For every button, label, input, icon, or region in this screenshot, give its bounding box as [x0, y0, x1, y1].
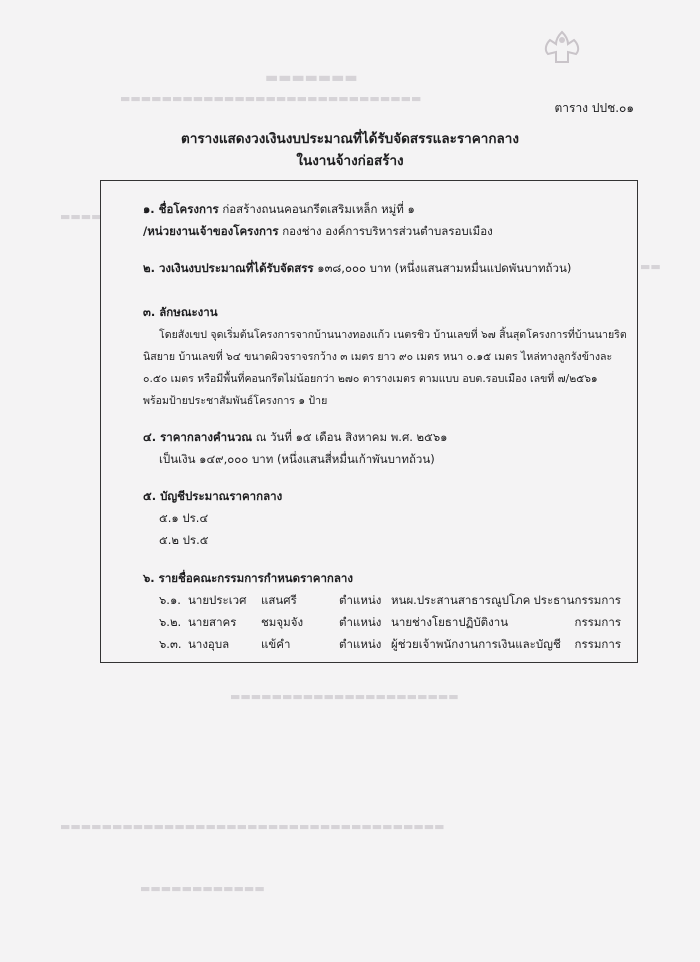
- member-role: ประธานกรรมการ: [533, 593, 621, 607]
- budget-row: [143, 260, 571, 278]
- member-role: กรรมการ: [574, 637, 621, 651]
- median-price-label: ๔. ราคากลางคำนวณ: [143, 430, 253, 444]
- member-name: นายสาคร: [188, 615, 237, 629]
- member-number: ๖.๒.: [159, 615, 182, 629]
- project-name-value: ก่อสร้างถนนคอนกรีตเสริมเหล็ก หมู่ที่ ๑: [222, 202, 415, 216]
- project-name-row: [143, 201, 415, 219]
- work-description-line: พร้อมป้ายประชาสัมพันธ์โครงการ ๑ ป้าย: [143, 395, 328, 407]
- content-box: [100, 180, 638, 663]
- estimate-list-item: ๕.๒ ปร.๕: [159, 533, 209, 547]
- work-description-line: นิสยาย บ้านเลขที่ ๖๔ ขนาดผิวจราจรกว้าง ๓ เมตร ยาว ๙๐ เมตร หนา ๐.๑๕ เมตร ไหล่ทางลูกรังข้างละ: [143, 351, 613, 363]
- member-name: นายประเวศ: [188, 593, 247, 607]
- garuda-emblem-icon: [538, 28, 586, 70]
- median-price-value: เป็นเงิน ๑๔๙,๐๐๐ บาท (หนึ่งแสนสี่หมื่นเก้าพันบาทถ้วน): [159, 452, 435, 466]
- project-name-label: ๑. ชื่อโครงการ: [143, 202, 219, 216]
- bleed-through: ▬▬▬▬▬▬▬▬▬▬▬▬▬▬▬▬▬▬▬▬▬▬: [230, 690, 459, 703]
- estimate-list-item: ๕.๑ ปร.๔: [159, 511, 209, 525]
- median-price-date: ณ วันที่ ๑๕ เดือน สิงหาคม พ.ศ. ๒๕๖๑: [255, 430, 448, 444]
- agency-row: [143, 223, 493, 241]
- bleed-through: ▬▬▬▬▬▬▬▬▬▬▬▬▬▬▬▬▬▬▬▬▬▬▬▬▬▬▬▬▬: [120, 92, 422, 105]
- member-role: กรรมการ: [574, 615, 621, 629]
- member-name: นางอุบล: [188, 637, 230, 651]
- member-surname: ชมจุมจัง: [261, 615, 304, 629]
- member-position: หนผ.ประสานสาธารณูปโภค: [391, 593, 531, 607]
- bleed-through: ▬▬▬▬▬▬▬▬▬▬▬▬▬▬▬▬▬▬▬▬▬▬▬▬▬▬▬▬▬▬▬▬▬▬▬▬▬: [60, 820, 445, 833]
- document-subtitle: ในงานจ้างก่อสร้าง: [296, 153, 404, 169]
- budget-label: ๒. วงเงินงบประมาณที่ได้รับจัดสรร: [143, 261, 314, 275]
- median-price-row: [143, 429, 447, 447]
- member-position-label: ตำแหน่ง: [339, 637, 382, 651]
- member-position: ผู้ช่วยเจ้าพนักงานการเงินและบัญชี: [391, 637, 561, 651]
- bleed-through: ▬▬▬▬▬▬▬▬▬▬▬▬: [140, 882, 265, 895]
- committee-label: ๖. รายชื่อคณะกรรมการกำหนดราคากลาง: [143, 571, 353, 585]
- member-position: นายช่างโยธาปฏิบัติงาน: [391, 615, 509, 629]
- document-title: ตารางแสดงวงเงินงบประมาณที่ได้รับจัดสรรและราคากลาง: [181, 131, 519, 147]
- bleed-through: ▬▬▬▬: [60, 210, 102, 223]
- budget-value: ๑๓๘,๐๐๐ บาท (หนึ่งแสนสามหมื่นแปดพันบาทถ้วน): [317, 261, 572, 275]
- member-number: ๖.๓.: [159, 637, 182, 651]
- work-description-line: โดยสังเขป จุดเริ่มต้นโครงการจากบ้านนางทองแก้ว เนตรชิว บ้านเลขที่ ๖๗ สิ้นสุดโครงการที่บ้านนายริต: [159, 329, 627, 341]
- member-position-label: ตำแหน่ง: [339, 615, 382, 629]
- work-description-label: ๓. ลักษณะงาน: [143, 305, 218, 319]
- bleed-through: ▬▬: [640, 260, 661, 273]
- member-surname: แสนศรี: [261, 593, 297, 607]
- form-code: ตาราง ปปช.๐๑: [554, 101, 634, 115]
- member-number: ๖.๑.: [159, 593, 181, 607]
- estimate-list-label: ๕. บัญชีประมาณราคากลาง: [143, 489, 283, 503]
- bleed-through: ▬▬▬▬▬▬▬: [265, 70, 358, 86]
- member-surname: แข้คำ: [261, 637, 291, 651]
- member-position-label: ตำแหน่ง: [339, 593, 382, 607]
- work-description-line: ๐.๕๐ เมตร หรือมีพื้นที่คอนกรีตไม่น้อยกว่า ๒๗๐ ตารางเมตร ตามแบบ อบต.รอบเมือง เลขที่ ๗/๒๕๖๑: [143, 373, 598, 385]
- agency-value: กองช่าง องค์การบริหารส่วนตำบลรอบเมือง: [282, 224, 493, 238]
- agency-label: /หน่วยงานเจ้าของโครงการ: [143, 224, 279, 238]
